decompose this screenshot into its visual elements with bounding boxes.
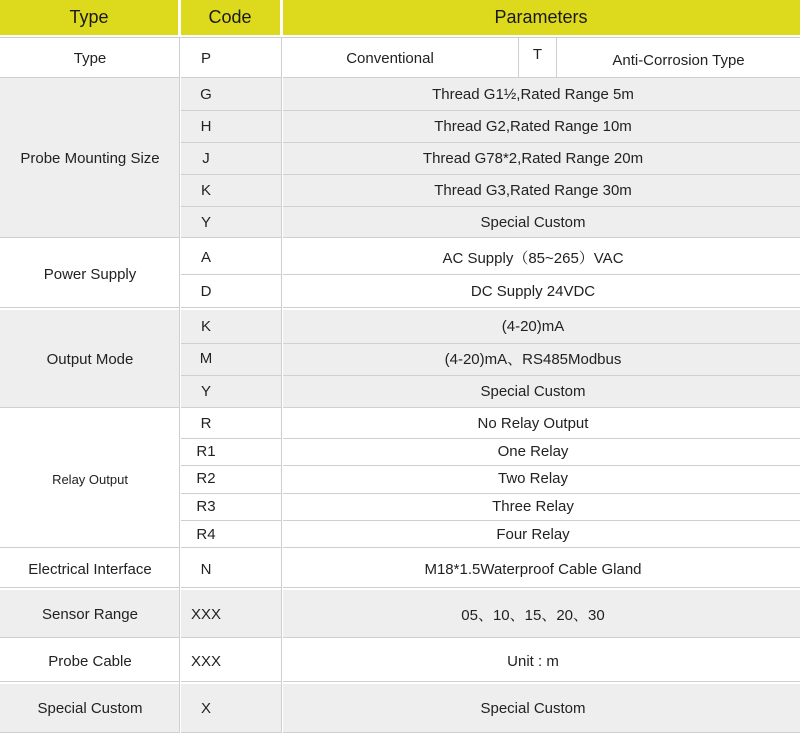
code-cell: G xyxy=(200,85,212,103)
code-cell: R xyxy=(200,415,212,433)
parameter-cell: Special Custom xyxy=(480,700,586,717)
code-cell: R4 xyxy=(196,525,216,543)
code-cell: A xyxy=(200,248,211,266)
type-label: Electrical Interface xyxy=(28,560,152,578)
header-code: Code xyxy=(180,0,280,35)
code-cell: J xyxy=(202,149,210,167)
parameter-cell: Thread G3,Rated Range 30m xyxy=(434,181,632,199)
parameter-cell: One Relay xyxy=(497,442,569,460)
type-label: Relay Output xyxy=(52,471,128,487)
code-cell: M xyxy=(199,350,213,368)
header-parameters: Parameters xyxy=(282,0,800,35)
code-cell: Y xyxy=(200,383,211,401)
type-label: Sensor Range xyxy=(42,605,138,623)
type-label: Special Custom xyxy=(37,700,143,717)
code-cell: XXX xyxy=(190,652,221,670)
parameter-cell: (4-20)mA、RS485Modbus xyxy=(444,351,622,369)
code-cell: K xyxy=(200,317,211,335)
header-type: Type xyxy=(0,0,178,35)
code-cell: H xyxy=(200,117,212,135)
code-cell: N xyxy=(200,560,212,578)
parameter-cell: Thread G1½,Rated Range 5m xyxy=(432,85,634,103)
type-label: Type xyxy=(73,49,107,67)
code-cell: P xyxy=(200,49,211,67)
parameter-cell: Special Custom xyxy=(480,213,586,231)
code-cell: R2 xyxy=(196,470,216,488)
header-underline xyxy=(0,37,800,38)
parameter-cell: Thread G78*2,Rated Range 20m xyxy=(422,149,644,167)
column-line xyxy=(179,38,180,733)
option-code-t: T xyxy=(532,45,543,63)
option-conventional: Conventional xyxy=(346,49,434,67)
parameter-cell: 05、10、15、20、30 xyxy=(461,606,605,624)
parameter-cell: DC Supply 24VDC xyxy=(470,282,596,300)
parameter-cell: Two Relay xyxy=(497,470,569,488)
parameter-cell: AC Supply（85~265）VAC xyxy=(442,249,624,267)
parameter-cell: Thread G2,Rated Range 10m xyxy=(434,117,632,135)
code-cell: Y xyxy=(200,213,211,231)
type-label: Probe Cable xyxy=(48,652,132,670)
column-line xyxy=(281,38,282,733)
code-cell: X xyxy=(200,700,211,717)
type-label: Output Mode xyxy=(46,350,134,368)
type-label: Probe Mounting Size xyxy=(20,149,160,167)
code-cell: R3 xyxy=(196,498,216,516)
type-label: Power Supply xyxy=(43,265,137,283)
code-cell: XXX xyxy=(190,605,221,623)
parameter-cell: No Relay Output xyxy=(477,415,589,433)
parameter-cell: (4-20)mA xyxy=(501,317,565,335)
code-cell: R1 xyxy=(196,442,216,460)
code-cell: K xyxy=(200,181,211,199)
parameter-cell: M18*1.5Waterproof Cable Gland xyxy=(424,560,642,578)
parameter-cell: Unit : m xyxy=(507,652,559,670)
code-cell: D xyxy=(200,282,212,300)
parameter-cell: Three Relay xyxy=(492,498,574,516)
option-anti-corrosion: Anti-Corrosion Type xyxy=(612,51,745,69)
parameter-cell: Special Custom xyxy=(480,383,586,401)
parameter-cell: Four Relay xyxy=(496,525,570,543)
